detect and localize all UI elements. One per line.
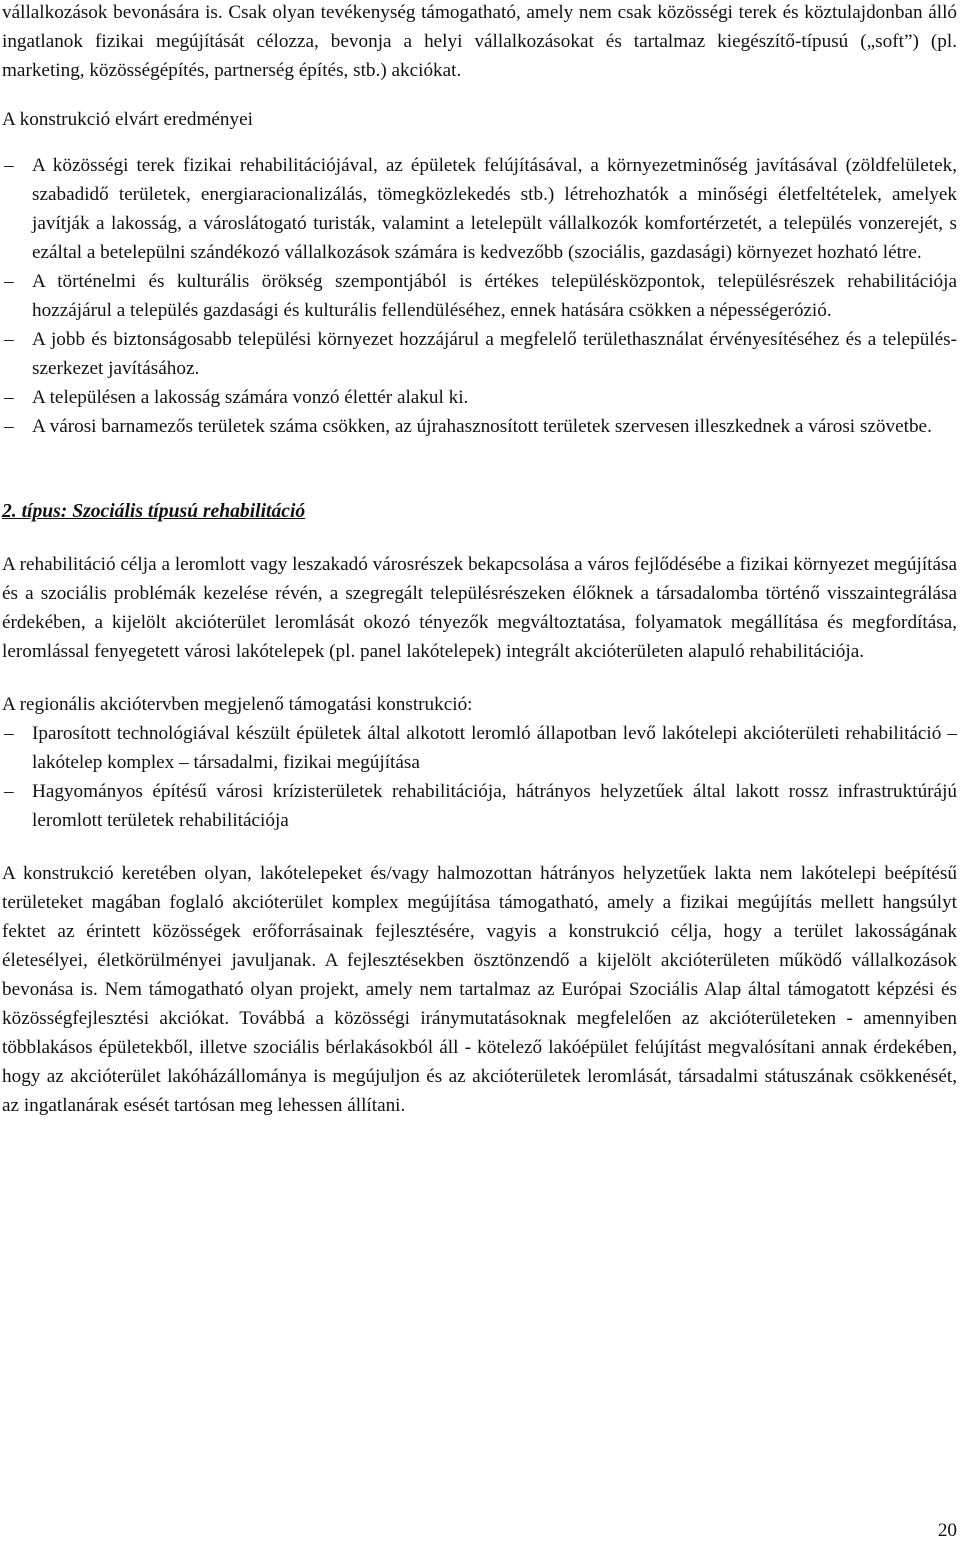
dash-bullet: –	[4, 387, 14, 408]
list-item	[2, 267, 957, 325]
list-item-text: A jobb és biztonságosabb települési környezet hozzájárul a megfelelő területhasználat érvényesítéséhez és a település-szerkezet javításához.	[32, 329, 957, 379]
dash-bullet: –	[4, 155, 14, 176]
list-item	[2, 777, 957, 835]
dash-bullet: –	[4, 271, 14, 292]
list-item	[2, 325, 957, 383]
list-item-text: A közösségi terek fizikai rehabilitációjával, az épületek felújításával, a környezetminőség javításával (zöldfelületek, szabadidő területek, energiaracionalizálás, tömegközlekedés stb.) létrehozhatók a minőségi életfeltételek, amelyek javítják a lakosság, a városlátogató turisták, valamint a letelepült vállalkozók komfortérzetét, a település vonzerejét, s ezáltal a betelepülni szándékozó vállalkozások számára is kedvezőbb (szociális, gazdasági) környezet hozható létre.	[32, 155, 957, 263]
page-number: 20	[937, 1520, 957, 1541]
section-paragraph: A rehabilitáció célja a leromlott vagy leszakadó városrészek bekapcsolása a város fejlődésébe a fizikai környezet megújítása és a szociális problémák kezelése révén, a szegregált településrészeken élőknek a társadalomba történő visszaintegrálása érdekében, a kijelölt akcióterület leromlását okozó tényezők megváltoztatása, folyamatok megállítása és megfordítása, leromlással fenyegetett városi lakótelepek (pl. panel lakótelepek) integrált akcióterületen alapuló rehabilitációja.	[2, 554, 957, 662]
list-item-text: Iparosított technológiával készült épületek által alkotott leromló állapotban levő lakótelepi akcióterületi rehabilitáció – lakótelep komplex – társadalmi, fizikai megújítása	[32, 723, 957, 773]
dash-bullet: –	[4, 329, 14, 350]
list-item-text: A városi barnamezős területek száma csökken, az újrahasznosított területek szervesen illeszkednek a városi szövetbe.	[32, 416, 932, 437]
closing-paragraph: A konstrukció keretében olyan, lakótelepeket és/vagy halmozottan hátrányos helyzetűek lakta nem lakótelepi beépítésű területeket magában foglaló akcióterület komplex megújítása támogatható, amely a fizikai megújítás mellett hangsúlyt fektet az érintett közösségek erőforrásainak fejlesztésére, vagyis a konstrukció célja, hogy a terület lakosságának életesélyei, életkörülményei javuljanak. A fejlesztésekben ösztönzendő a kijelölt akcióterületen működő vállalkozások bevonása is. Nem támogatható olyan projekt, amely nem tartalmaz az Európai Szociális Alap által támogatott képzési és közösségfejlesztési akciókat. Továbbá a közösségi iránymutatásoknak megfelelően az akcióterületeken - amennyiben többlakásos épületekből, illetve szociális bérlakásokból áll - kötelező lakóépület felújítást megvalósítani annak érdekében, hogy az akcióterület lakóházállománya is megújuljon és az akcióterületek leromlását, társadalmi státuszának csökkenését, az ingatlanárak esését tartósan meg lehessen állítani.	[2, 863, 957, 1116]
list-item	[2, 151, 957, 267]
list-item-text: A településen a lakosság számára vonzó élettér alakul ki.	[32, 387, 469, 408]
list-item-text: A történelmi és kulturális örökség szempontjából is értékes településközpontok, településrészek rehabilitációja hozzájárul a település gazdasági és kulturális fellendüléséhez, ennek hatására csökken a népességerózió.	[32, 271, 957, 321]
section-title: 2. típus: Szociális típusú rehabilitáció	[2, 501, 306, 522]
results-list	[2, 151, 957, 441]
list-item	[2, 412, 957, 441]
results-heading: A konstrukció elvárt eredményei	[2, 109, 253, 130]
dash-bullet: –	[4, 416, 14, 437]
list-item	[2, 719, 957, 777]
dash-bullet: –	[4, 781, 14, 802]
construction-intro: A regionális akciótervben megjelenő támogatási konstrukció:	[2, 694, 473, 715]
list-item-text: Hagyományos építésű városi krízisterületek rehabilitációja, hátrányos helyzetűek által lakott rossz infrastruktúrájú leromlott területek rehabilitációja	[32, 781, 957, 831]
dash-bullet: –	[4, 723, 14, 744]
construction-list	[2, 719, 957, 835]
list-item	[2, 383, 957, 412]
intro-paragraph: vállalkozások bevonására is. Csak olyan tevékenység támogatható, amely nem csak közösségi terek és köztulajdonban álló ingatlanok fizikai megújítását célozza, bevonja a helyi vállalkozásokat és tartalmaz kiegészítő-típusú („soft”) (pl. marketing, közösségépítés, partnerség építés, stb.) akciókat.	[2, 2, 957, 81]
